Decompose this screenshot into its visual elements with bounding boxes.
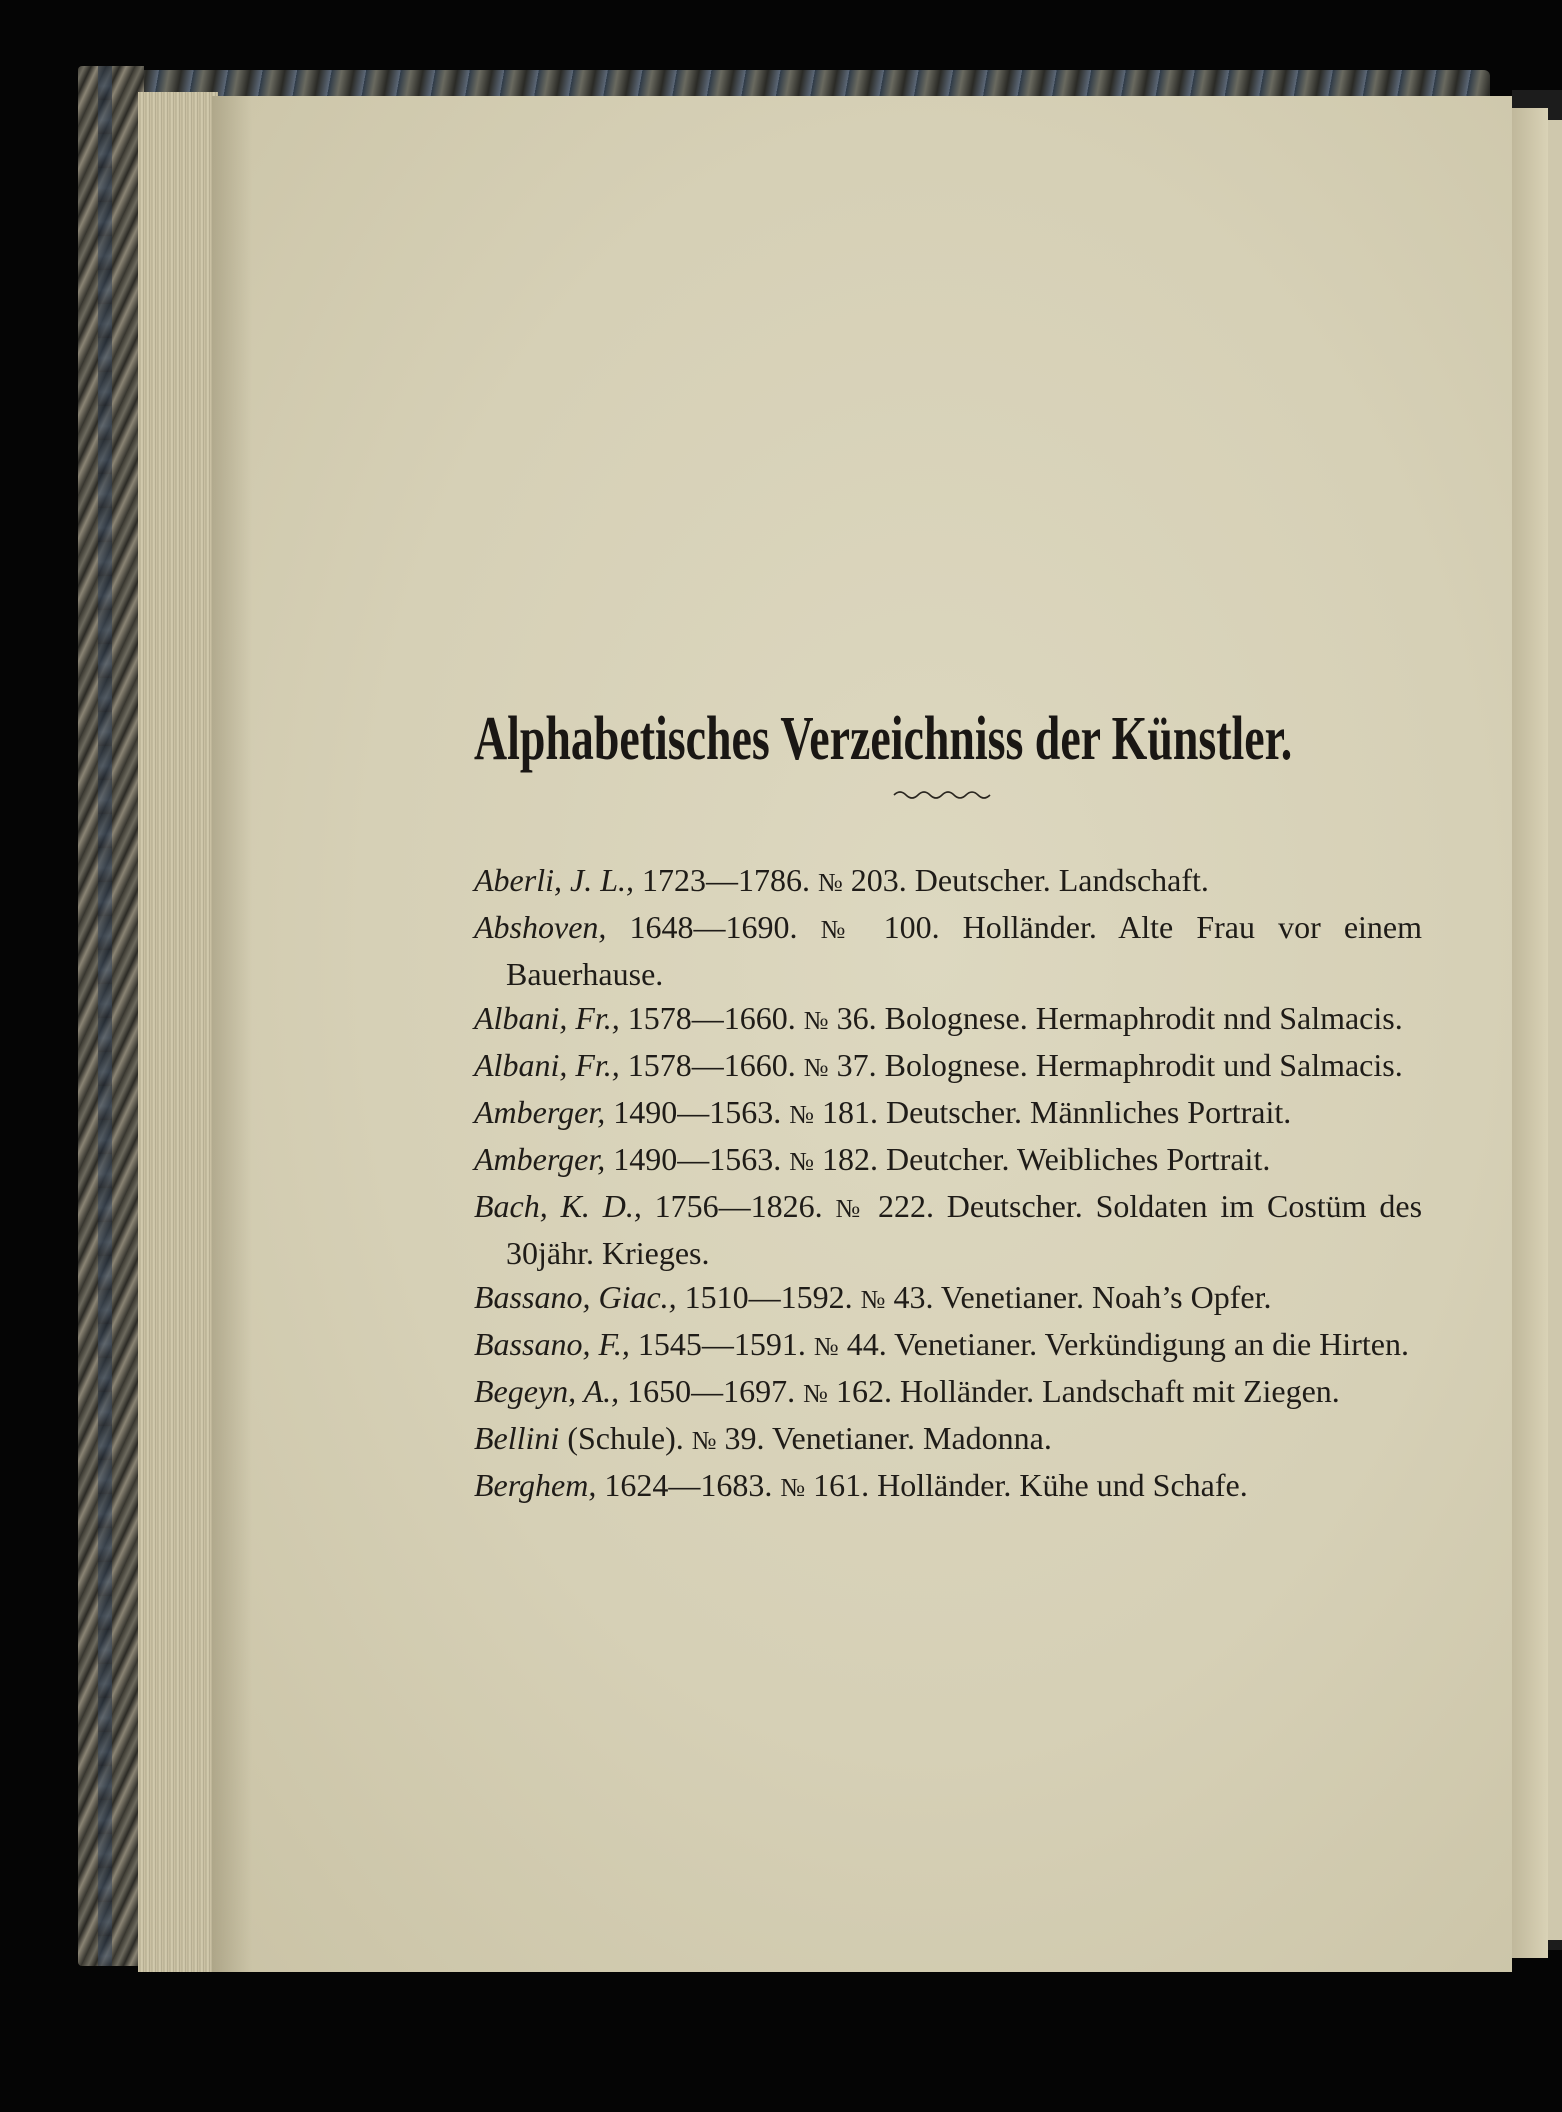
list-item: [474, 905, 1422, 996]
number-sign: №: [817, 868, 843, 897]
list-item: [474, 1184, 1422, 1275]
gutter-shadow: [212, 96, 252, 1972]
artist-name: Aberli, J. L.,: [474, 862, 634, 898]
artist-name: Begeyn, A.,: [474, 1373, 620, 1409]
artist-dates: 1490—1563.: [605, 1141, 790, 1177]
artist-dates: (Schule).: [559, 1420, 692, 1456]
entry-details: 203. Deutscher. Landschaft.: [842, 862, 1209, 898]
entry-details: 161. Holländer. Kühe und Schafe.: [805, 1467, 1248, 1503]
artist-name: Berghem,: [474, 1467, 597, 1503]
artist-name: Bellini: [474, 1420, 560, 1456]
artist-dates: 1756—1826.: [641, 1188, 836, 1224]
number-sign: №: [691, 1426, 717, 1455]
list-item: [474, 1043, 1422, 1090]
number-sign: №: [820, 915, 861, 944]
artist-dates: 1624—1683.: [596, 1467, 781, 1503]
number-sign: №: [860, 1285, 886, 1314]
entry-details: 44. Venetianer. Verkündigung an die Hirten.: [838, 1326, 1409, 1362]
artist-name: Amberger,: [474, 1141, 606, 1177]
list-item: [474, 858, 1422, 905]
number-sign: №: [803, 1006, 829, 1035]
book-cover-top-edge: [90, 70, 1490, 96]
list-item: [474, 1416, 1422, 1463]
entry-details: 162. Holländer. Landschaft mit Ziegen.: [827, 1373, 1340, 1409]
artist-dates: 1578—1660.: [619, 1047, 804, 1083]
number-sign: №: [803, 1379, 828, 1408]
artist-dates: 1650—1697.: [619, 1373, 804, 1409]
artist-index-list: [474, 858, 1422, 1510]
artist-name: Amberger,: [474, 1094, 606, 1130]
list-item: [474, 1090, 1422, 1137]
artist-name: Bassano, Giac.,: [474, 1279, 677, 1315]
entry-details: 182. Deutcher. Weibliches Portrait.: [814, 1141, 1271, 1177]
stacked-page-edges: [138, 92, 218, 1972]
artist-dates: 1578—1660.: [619, 1000, 804, 1036]
list-item: [474, 996, 1422, 1043]
artist-dates: 1723—1786.: [633, 862, 818, 898]
number-sign: №: [789, 1100, 815, 1129]
number-sign: №: [813, 1332, 839, 1361]
page-heading: Alphabetisches Verzeichniss der Künstler.: [474, 705, 1293, 773]
list-item: [474, 1275, 1422, 1322]
list-item: [474, 1463, 1422, 1510]
entry-details: 181. Deutscher. Männliches Portrait.: [814, 1094, 1292, 1130]
entry-details: 36. Bolognese. Hermaphrodit nnd Salmacis.: [828, 1000, 1403, 1036]
list-item: [474, 1137, 1422, 1184]
facing-page-edge-outer: [1548, 120, 1562, 1940]
artist-dates: 1510—1592.: [676, 1279, 861, 1315]
entry-details: 100. Holländer. Alte Frau vor einem Bauerhause.: [506, 909, 1423, 992]
artist-dates: 1648—1690.: [606, 909, 821, 945]
entry-details: 43. Venetianer. Noah’s Opfer.: [885, 1279, 1272, 1315]
artist-name: Albani, Fr.,: [474, 1000, 620, 1036]
entry-details: 39. Venetianer. Madonna.: [716, 1420, 1052, 1456]
number-sign: №: [803, 1053, 829, 1082]
list-item: [474, 1322, 1422, 1369]
entry-details: 37. Bolognese. Hermaphrodit und Salmacis.: [828, 1047, 1403, 1083]
artist-dates: 1545—1591.: [629, 1326, 814, 1362]
artist-name: Bach, K. D.,: [474, 1188, 642, 1224]
artist-dates: 1490—1563.: [605, 1094, 790, 1130]
number-sign: №: [789, 1147, 815, 1176]
list-item: [474, 1369, 1422, 1416]
tilde-ornament-icon: [892, 788, 996, 800]
artist-name: Bassano, F.,: [474, 1326, 630, 1362]
artist-name: Abshoven,: [474, 909, 607, 945]
marbled-book-cover: [78, 66, 144, 1966]
entry-details: 222. Deutscher. Soldaten im Costüm des 30jähr. Krieges.: [506, 1188, 1423, 1271]
number-sign: №: [835, 1194, 866, 1223]
artist-name: Albani, Fr.,: [474, 1047, 620, 1083]
number-sign: №: [780, 1473, 806, 1502]
